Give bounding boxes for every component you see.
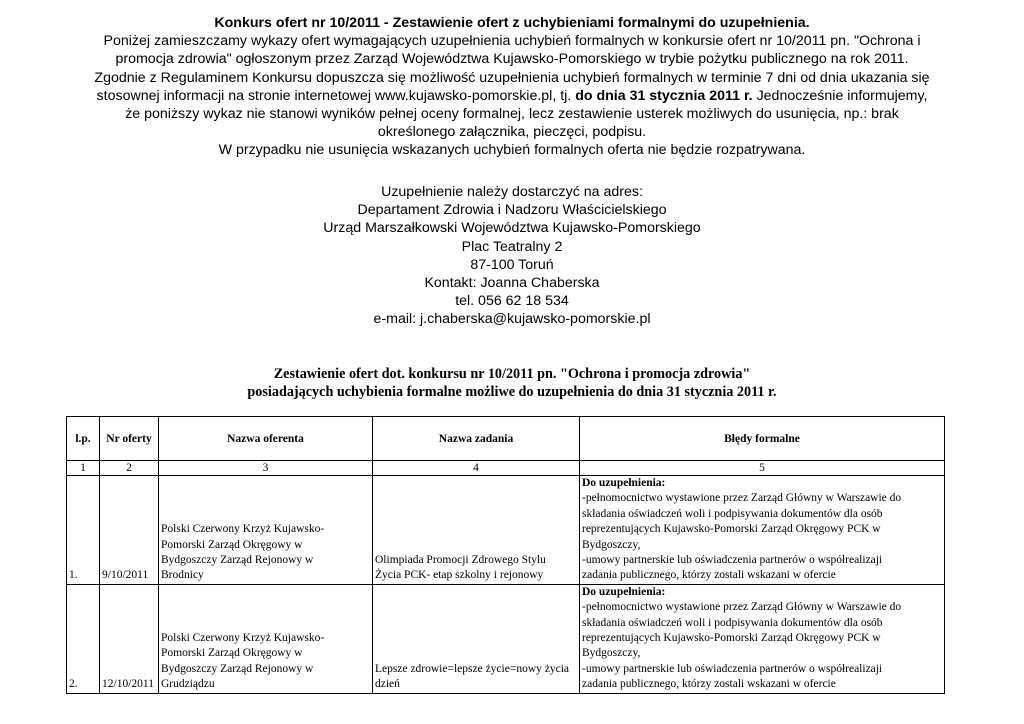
- table-row: [67, 476, 945, 585]
- column-number: 5: [580, 461, 945, 476]
- address-lead: Uzupełnienie należy dostarczyć na adres:: [381, 184, 643, 200]
- table-heading-line-2: posiadających uchybienia formalne możliwe do uzupełnienia do dnia 31 stycznia 2011 r.: [247, 384, 777, 400]
- address-department: Departament Zdrowia i Nadzoru Właścicielskiego: [357, 202, 667, 219]
- intro-paragraph-2-line-4: określonego załącznika, pieczęci, podpisu.: [377, 124, 647, 141]
- deadline-text: do dnia 31 stycznia 2011 r.: [575, 87, 753, 104]
- intro-paragraph-3: W przypadku nie usunięcia wskazanych uchybień formalnych oferta nie będzie rozpatrywana.: [218, 142, 806, 159]
- error-line: reprezentujących Kujawsko-Pomorski Zarząd Okręgowy PCK w: [582, 632, 881, 645]
- error-line: -pełnomocnictwo wystawione przez Zarząd Główny w Warszawie do: [582, 492, 902, 505]
- table-header-row: [67, 417, 945, 461]
- zadanie-line: Życia PCK- etap szkolny i rejonowy: [375, 569, 544, 582]
- oferent-line: Bydgoszczy Zarząd Rejonowy w: [161, 554, 314, 567]
- oferent-line: Pomorski Zarząd Okręgowy w: [161, 647, 303, 660]
- intro-paragraph-2-line-2: [40, 87, 984, 105]
- address-block: [40, 183, 984, 329]
- intro-paragraph-2-line-1: Zgodnie z Regulaminem Konkursu dopuszcza się możliwość uzupełnienia uchybień formalnych w terminie 7 dni od dnia ukazania się: [94, 69, 930, 86]
- oferent-line: Bydgoszczy Zarząd Rejonowy w: [161, 662, 314, 675]
- contact-email: e-mail: j.chaberska@kujawsko-pomorskie.pl: [373, 311, 651, 328]
- header-bledy-formalne: Błędy formalne: [580, 417, 945, 461]
- cell-bledy: [580, 584, 945, 693]
- cell-nr-oferty: 12/10/2011: [100, 584, 159, 693]
- error-line: -pełnomocnictwo wystawione przez Zarząd Główny w Warszawie do: [582, 601, 902, 614]
- error-line: zadania publicznego, którzy zostali wskazani w ofercie: [582, 678, 836, 691]
- oferent-line: Brodnicy: [161, 569, 204, 582]
- column-number: 1: [67, 461, 100, 476]
- cell-zadanie: [373, 584, 580, 693]
- intro-text: Jednocześnie informujemy,: [756, 87, 928, 104]
- error-line: -umowy partnerskie lub oświadczenia partnerów o współrealizaji: [582, 554, 883, 567]
- zadanie-line: Olimpiada Promocji Zdrowego Stylu: [375, 554, 546, 567]
- oferent-line: Polski Czerwony Krzyż Kujawsko-: [161, 523, 325, 536]
- cell-lp: 2.: [67, 584, 100, 693]
- cell-oferent: [159, 584, 373, 693]
- error-line: reprezentujących Kujawsko-Pomorski Zarząd Okręgowy PCK w: [582, 523, 881, 536]
- error-line: składania oświadczeń woli i podpisywania dokumentów dla osób: [582, 616, 883, 629]
- oferent-line: Grudziądzu: [161, 678, 215, 691]
- address-office: Urząd Marszałkowski Województwa Kujawsko-Pomorskiego: [323, 220, 701, 237]
- table-heading: [40, 365, 984, 401]
- intro-paragraph-2-line-3: że poniższy wykaz nie stanowi wyników pełnej oceny formalnej, lecz zestawienie usterek możliwych do usunięcia, np.: brak: [125, 106, 899, 123]
- table-heading-line-1: Zestawienie ofert dot. konkursu nr 10/2011 pn. "Ochrona i promocja zdrowia": [273, 366, 751, 382]
- error-line: -umowy partnerskie lub oświadczenia partnerów o współrealizaji: [582, 662, 883, 675]
- offers-table: [66, 416, 945, 694]
- header-nr-oferty: Nr oferty: [100, 417, 159, 461]
- error-line: Bydgoszczy,: [582, 647, 641, 660]
- header-lp: l.p.: [67, 417, 100, 461]
- intro-section: [40, 14, 984, 160]
- document-title: Konkurs ofert nr 10/2011 - Zestawienie ofert z uchybieniami formalnymi do uzupełnienia.: [214, 15, 810, 31]
- errors-heading: Do uzupełnienia:: [582, 477, 666, 489]
- zadanie-line: Lepsze zdrowie=lepsze życie=nowy życia: [375, 662, 570, 675]
- cell-oferent: [159, 476, 373, 585]
- header-nazwa-zadania: Nazwa zadania: [373, 417, 580, 461]
- error-line: zadania publicznego, którzy zostali wskazani w ofercie: [582, 569, 836, 582]
- column-number: 2: [100, 461, 159, 476]
- oferent-line: Polski Czerwony Krzyż Kujawsko-: [161, 632, 325, 645]
- address-street: Plac Teatralny 2: [461, 238, 563, 255]
- cell-nr-oferty: 9/10/2011: [100, 476, 159, 585]
- column-number: 3: [159, 461, 373, 476]
- address-city: 87-100 Toruń: [470, 256, 554, 273]
- intro-paragraph-1-line-1: Poniżej zamieszczamy wykazy ofert wymagających uzupełnienia uchybień formalnych w konkursie ofert nr 10/2011 pn. "Ochrona i: [103, 33, 921, 50]
- cell-zadanie: [373, 476, 580, 585]
- oferent-line: Pomorski Zarząd Okręgowy w: [161, 538, 303, 551]
- error-line: składania oświadczeń woli i podpisywania dokumentów dla osób: [582, 507, 883, 520]
- zadanie-line: dzień: [375, 678, 400, 691]
- table-row: [67, 584, 945, 693]
- cell-lp: 1.: [67, 476, 100, 585]
- contact-phone: tel. 056 62 18 534: [455, 293, 569, 310]
- column-number-row: [67, 461, 945, 476]
- contact-person: Kontakt: Joanna Chaberska: [424, 275, 600, 292]
- cell-bledy: [580, 476, 945, 585]
- intro-text: stosownej informacji na stronie internetowej www.kujawsko-pomorskie.pl, tj.: [96, 87, 572, 104]
- intro-paragraph-1-line-2: promocja zdrowia" ogłoszonym przez Zarząd Województwa Kujawsko-Pomorskiego w trybie pożytku publicznego na rok 2011.: [115, 51, 909, 68]
- errors-heading: Do uzupełnienia:: [582, 585, 666, 598]
- error-line: Bydgoszczy,: [582, 538, 641, 551]
- header-nazwa-oferenta: Nazwa oferenta: [159, 417, 373, 461]
- column-number: 4: [373, 461, 580, 476]
